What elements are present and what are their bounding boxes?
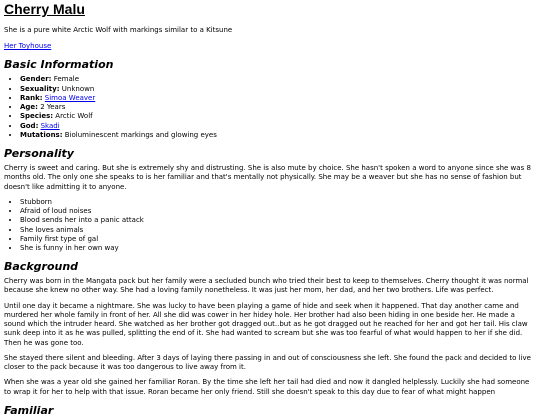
mutations-label: Mutations: [20,130,63,139]
sexuality-value: Unknown [61,84,95,93]
list-item [20,112,536,121]
god-label: God: [20,121,39,130]
toyhouse-link[interactable]: Her Toyhouse [4,42,52,51]
mutations-value: Bioluminescent markings and glowing eyes [64,130,217,139]
page-title: Cherry Malu [4,1,85,17]
list-item [20,131,536,140]
list-item [20,75,536,84]
subtitle: She is a pure white Arctic Wolf with markings similar to a Kitsune [4,26,233,34]
background-paragraph: She stayed there silent and bleeding. After 3 days of laying there passing in and out of consciousness she left. She found the pack and decided to live closer to the pack because it was too dangerous to live away from it. [4,353,531,372]
species-label: Species: [20,112,54,121]
background-paragraph: Cherry was born in the Mangata pack but her family were a secluded bunch who tried their best to keep to themselves. Cherry thought it was normal because she knew no other way. She had a loving family nonetheless. It was just her mom, her dad, and her two brothers. Life was perfect. [4,277,529,295]
age-label: Age: [20,103,38,112]
personality-text: Cherry is sweet and caring. But she is extremely shy and distrusting. She is also mute by choice. She hasn't spoken a word to anyone since she was 8 months old. The only one she speaks to is her familiar and that's mentally not physically. She may be a weaver but she has no sense of fashion but doesn't like admitting it to anyone. [4,164,531,191]
list-item [20,103,536,112]
background-paragraph: When she was a year old she gained her familiar Roran. By the time she left her tail had died and now it dangled helplessly. Luckily she had someone to wrap it for her to help with that issue. Roran became her only friend. Still she doesn't speak to this day due to fear of what might happen [4,378,530,396]
list-item: • Afraid of loud noises [20,207,536,216]
list-item: • Family first type of gal [20,235,536,244]
sexuality-label: Sexuality: [20,84,60,93]
list-item [20,122,536,131]
rank-label: Rank: [20,93,43,102]
gender-label: Gender: [20,75,52,84]
basic-info-list [4,75,536,140]
list-item [20,94,536,103]
list-item [20,85,536,94]
rank-link[interactable]: Simoa Weaver [44,93,96,102]
familiar-heading: Familiar [4,403,54,417]
gender-value: Female [53,75,80,84]
basic-info-heading: Basic Information [4,58,114,72]
list-item: • Stubborn [20,198,536,207]
god-link[interactable]: Skadi [40,121,60,130]
list-item: • She is funny in her own way [20,244,536,253]
list-item: • She loves animals [20,226,536,235]
background-heading: Background [4,260,79,274]
background-paragraph: Until one day it became a nightmare. She was lucky to have been playing a game of hide and seek when it happened. That day another came and murdered her whole family in front of her. All she did was cower in her hidey hole. Her brother had also been hiding in one beside her. He made a sound which the intruder heard. She watched as her brother got dragged out..but as he got dragged out he reached for her and got her tail. His claw sunk deep into it as he was pulled, splitting the end of it. She had wanted to scream but she was too fearful of what would happen to her if she did. Then he was gone too. [4,301,528,347]
age-value: 2 Years [40,103,66,112]
personality-heading: Personality [4,147,74,161]
personality-traits-list [4,198,536,253]
species-value: Arctic Wolf [55,112,93,121]
list-item: • Blood sends her into a panic attack [20,216,536,225]
